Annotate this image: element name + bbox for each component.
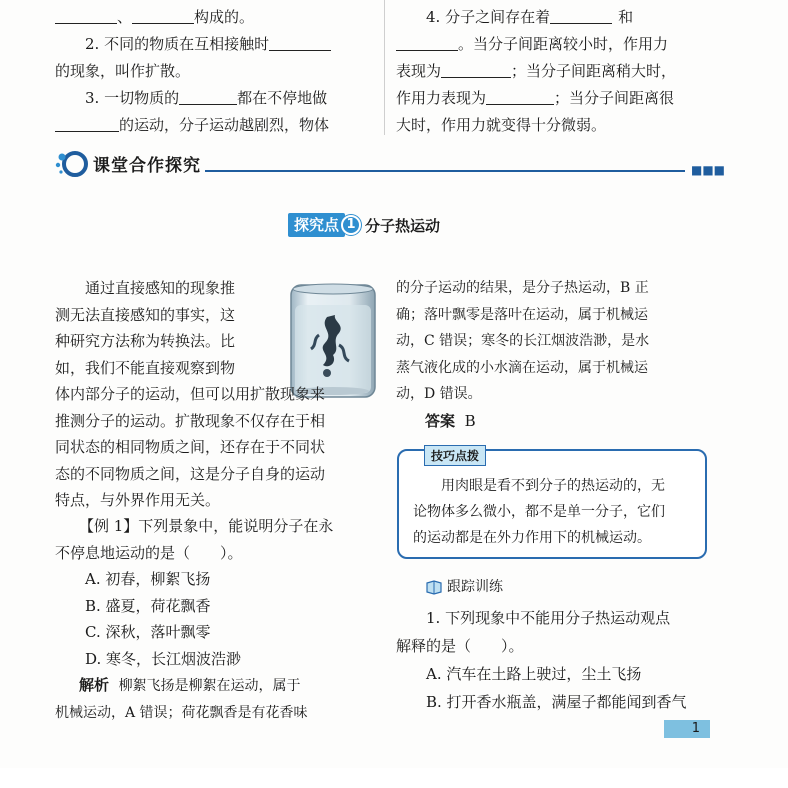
blank[interactable] (55, 116, 119, 132)
bottom-margin (0, 768, 788, 788)
blank[interactable] (179, 89, 237, 105)
question-2-line-1: 2. 不同的物质在互相接触时 (55, 31, 380, 58)
fill-line-1: 、 构成的。 (55, 4, 380, 31)
left-top-exercises (55, 4, 380, 139)
section-rule (205, 170, 685, 172)
question-4-line-1: 4. 分子之间存在着 和 (426, 8, 634, 26)
answer-value: B (464, 412, 476, 430)
section-dots: ■■■ (691, 163, 726, 177)
explore-point-heading (288, 213, 440, 239)
follow-training-heading (425, 576, 503, 596)
option-d[interactable]: D. 寒冬，长江烟波浩渺 (85, 649, 242, 668)
example-1-line-1: 【例 1】下列景象中，能说明分子在永 (79, 517, 334, 535)
section-header (55, 148, 726, 178)
blank[interactable] (486, 89, 554, 105)
page-number: 1 (664, 720, 710, 738)
explore-point-title: 分子热运动 (365, 216, 441, 235)
tip-label: 技巧点拨 (424, 445, 486, 466)
blank[interactable] (132, 8, 194, 24)
tip-text: 用肉眼是看不到分子的热运动的，无 论物体多么微小，都不是单一分子，它们 的运动都是在外力作用下的机械运动。 (413, 478, 665, 546)
question-4-line-2: 。当分子间距离较小时，作用力 (396, 31, 716, 58)
question-3-line-2: 的运动，分子运动越剧烈，物体 (55, 112, 380, 139)
left-body-text: 通过直接感知的现象推 测无法直接感知的事实，这 种研究方法称为转换法。比 如，我们不能直接观察到物 体内部分子的运动，但可以用扩散现象来 推测分子的运动。扩散现象不仅存在于相 同状态的相同物质之间，还存在于不同状 态的不同物质之间，这是分子自身的运动 特点，与外界作用无关。 (55, 279, 326, 509)
book-icon (425, 579, 443, 595)
option-c[interactable]: C. 深秋，落叶飘零 (85, 623, 211, 641)
follow-option-b[interactable]: B. 打开香水瓶盖，满屋子都能闻到香气 (426, 693, 687, 711)
blank[interactable] (441, 62, 511, 78)
example-1 (55, 513, 380, 726)
option-b[interactable]: B. 盛夏，荷花飘香 (85, 596, 211, 615)
column-divider (384, 0, 385, 135)
analysis-line-1: 解析 柳絮飞扬是柳絮在运动，属于 (79, 676, 301, 694)
explore-point-number: 1 (341, 215, 361, 235)
section-logo-icon (55, 148, 89, 178)
tip-box (397, 449, 707, 559)
question-2-line-2: 的现象，叫作扩散。 (55, 62, 191, 80)
analysis-label: 解析 (79, 676, 110, 694)
follow-training-title: 跟踪训练 (447, 579, 503, 595)
analysis-line-2: 机械运动，A 错误；荷花飘香是有花香味 (55, 704, 308, 721)
blank[interactable] (55, 8, 117, 24)
blank[interactable] (550, 8, 612, 24)
follow-training-question: 1. 下列现象中不能用分子热运动观点 解释的是（ ）。 A. 汽车在土路上驶过，尘土飞扬 B. 打开香水瓶盖，满屋子都能闻到香气 (396, 604, 716, 716)
option-a[interactable]: A. 初春，柳絮飞扬 (85, 570, 211, 588)
right-top-exercises (396, 4, 716, 139)
example-1-line-2: 不停息地运动的是（ ）。 (55, 543, 243, 562)
question-3-line-1: 3. 一切物质的 都在不停地做 (85, 89, 328, 107)
answer-label: 答案 (425, 412, 456, 430)
question-4-line-4: 作用力表现为 ；当分子间距离很 (396, 89, 675, 107)
question-4-line-3: 表现为 ；当分子间距离稍大时， (396, 62, 677, 80)
right-body-text: 的分子运动的结果，是分子热运动，B 正 确；落叶飘零是落叶在运动，属于机械运 动，C 错误；寒冬的长江烟波浩渺，是水 蒸气液化成的小水滴在运动，属于机械运 动，D 错误。 (396, 280, 650, 402)
question-4-line-5: 大时，作用力就变得十分微弱。 (396, 116, 607, 134)
section-title: 课堂合作探究 (93, 156, 201, 176)
answer (425, 408, 745, 435)
explore-point-label: 探究点 (288, 213, 345, 237)
blank[interactable] (269, 35, 331, 51)
blank[interactable] (396, 35, 458, 51)
follow-option-a[interactable]: A. 汽车在土路上驶过，尘土飞扬 (426, 665, 642, 683)
